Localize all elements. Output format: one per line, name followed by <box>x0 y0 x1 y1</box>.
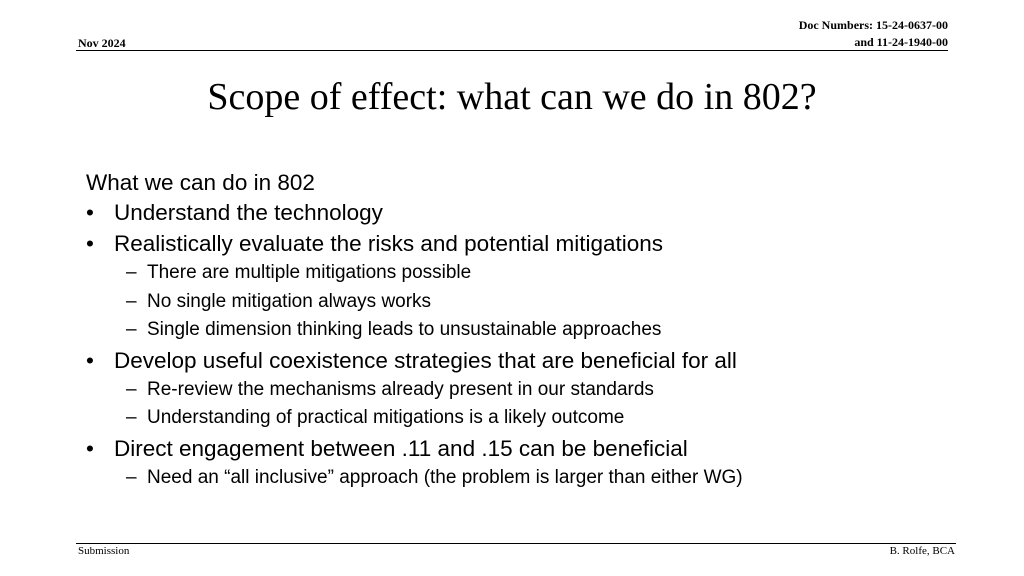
sub-bullet-item <box>86 288 966 317</box>
bullet-marker: • <box>86 231 94 256</box>
sub-bullet-text: Single dimension thinking leads to unsustainable approaches <box>147 319 662 340</box>
dash-marker: – <box>126 407 137 428</box>
slide-body <box>86 168 966 492</box>
body-intro: What we can do in 802 <box>86 170 315 195</box>
sub-bullet-text: Re-review the mechanisms already present in our standards <box>147 378 654 400</box>
dash-marker: – <box>126 466 137 488</box>
dash-marker: – <box>126 378 137 400</box>
sub-bullet-item <box>86 376 966 405</box>
footer-submission: Submission <box>78 545 130 557</box>
bullet-text: Develop useful coexistence strategies that are beneficial for all <box>114 347 737 373</box>
bullet-marker: • <box>86 200 94 225</box>
sub-bullet-text: Understanding of practical mitigations is a likely outcome <box>147 407 625 428</box>
dash-marker: – <box>126 319 137 340</box>
dash-marker: – <box>126 262 137 283</box>
bullet-text: Understand the technology <box>114 200 383 225</box>
sub-bullet-item <box>86 316 966 345</box>
doc-numbers-line-2: and 11-24-1940-00 <box>854 35 948 49</box>
sub-bullet-text: No single mitigation always works <box>147 290 432 312</box>
doc-numbers-line-1: Doc Numbers: 15-24-0637-00 <box>798 18 948 32</box>
bullet-item <box>86 197 966 228</box>
bullet-text: Direct engagement between .11 and .15 can be beneficial <box>114 435 688 461</box>
dash-marker: – <box>126 290 137 312</box>
bullet-text: Realistically evaluate the risks and potential mitigations <box>114 231 664 256</box>
header-divider <box>76 50 948 51</box>
bullet-item <box>86 228 966 259</box>
header-doc-numbers <box>799 17 948 51</box>
bullet-item <box>86 433 966 464</box>
sub-bullet-item <box>86 404 966 433</box>
slide-title: Scope of effect: what can we do in 802? <box>207 76 817 118</box>
header-date: Nov 2024 <box>78 36 126 50</box>
sub-bullet-text: Need an “all inclusive” approach (the problem is larger than either WG) <box>147 466 743 488</box>
sub-bullet-item <box>86 464 966 493</box>
bullet-marker: • <box>86 347 94 373</box>
sub-bullet-text: There are multiple mitigations possible <box>147 262 472 283</box>
bullet-item <box>86 345 966 376</box>
footer-author: B. Rolfe, BCA <box>889 545 955 557</box>
bullet-marker: • <box>86 435 94 461</box>
sub-bullet-item <box>86 259 966 288</box>
footer-divider <box>76 543 956 544</box>
